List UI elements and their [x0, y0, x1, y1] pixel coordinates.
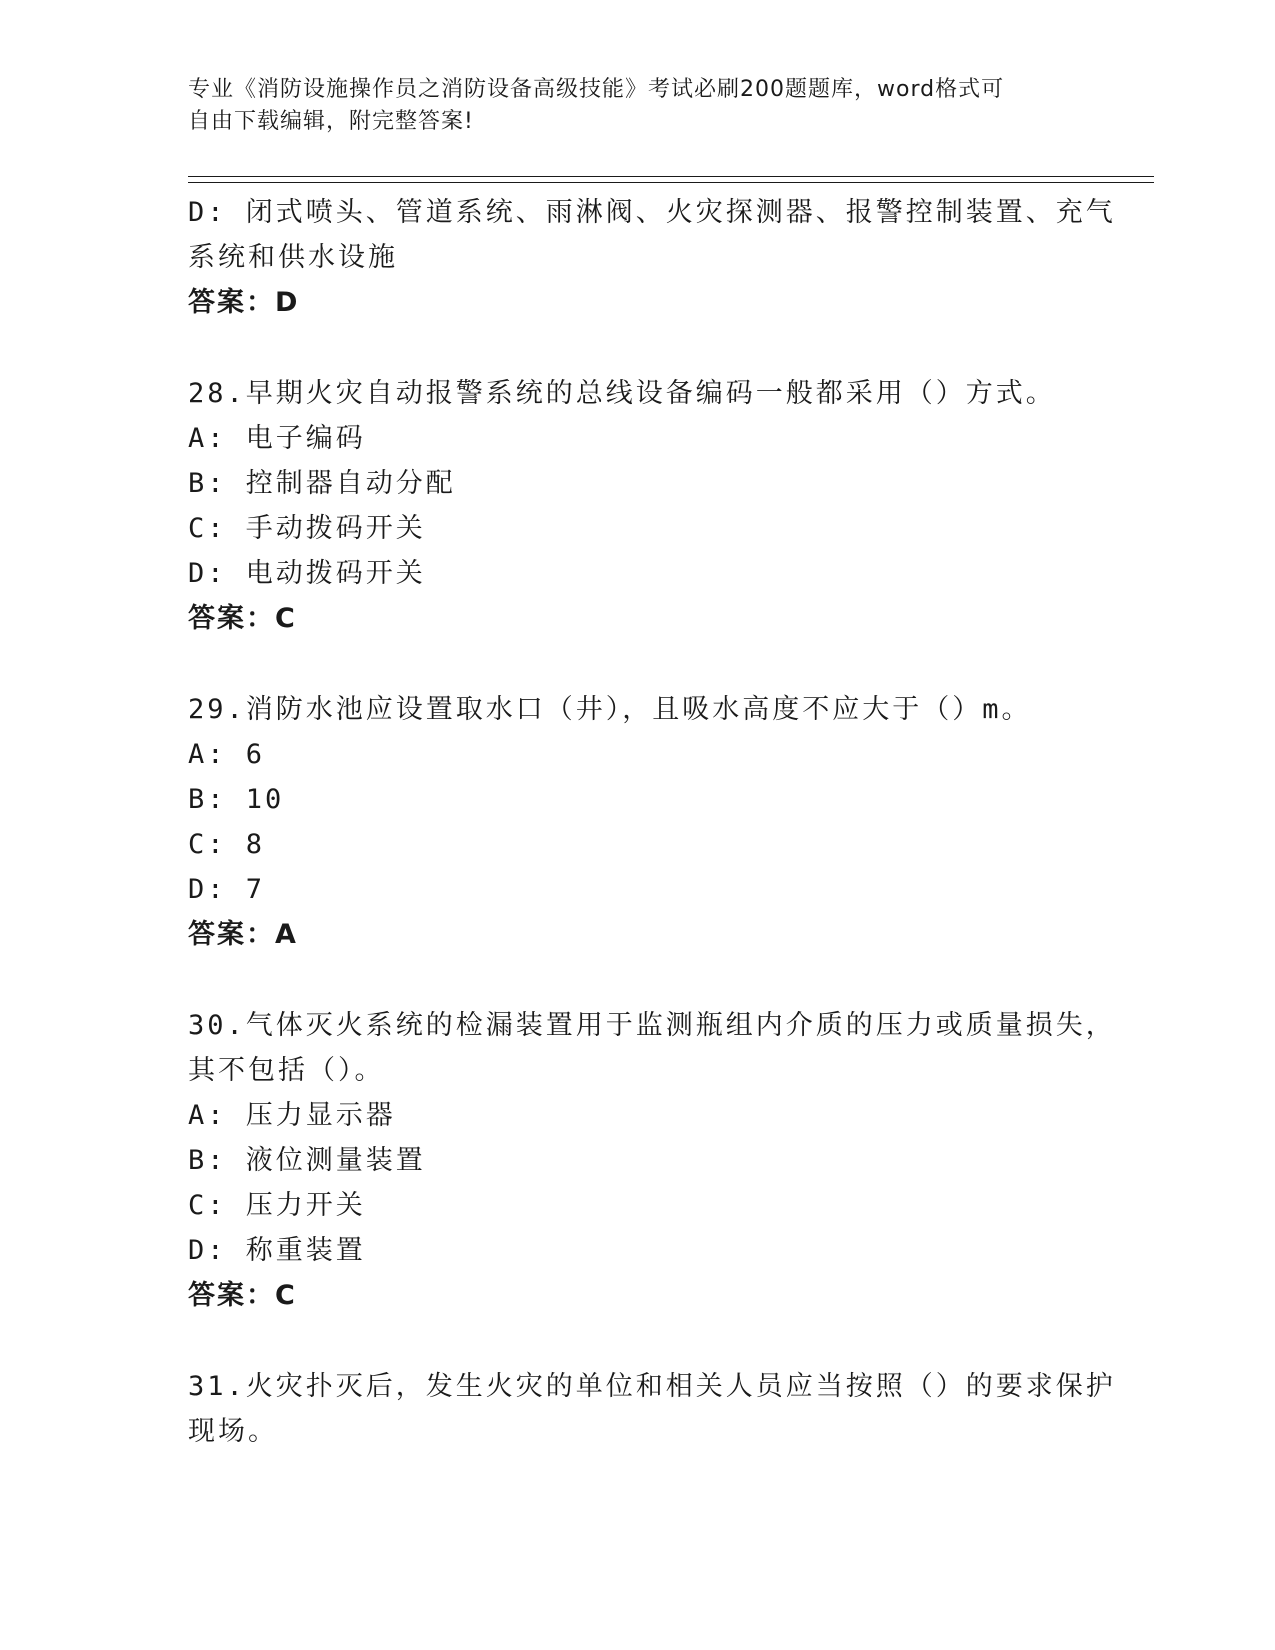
option-a: A: 6: [188, 739, 266, 770]
option-c: C: 手动拨码开关: [188, 513, 426, 544]
question-27-continued: [188, 190, 1116, 325]
question-30: [188, 1003, 1116, 1318]
answer-label: 答案：C: [188, 603, 297, 634]
option-d: D: 称重装置: [188, 1235, 366, 1266]
option-a: A: 压力显示器: [188, 1100, 396, 1131]
answer-label: 答案：A: [188, 919, 298, 950]
question-stem-line-1: 30.气体灭火系统的检漏装置用于监测瓶组内介质的压力或质量损失，: [188, 1010, 1116, 1041]
option-b: B: 控制器自动分配: [188, 468, 456, 499]
option-c: C: 压力开关: [188, 1190, 366, 1221]
question-list: [188, 190, 1116, 1454]
question-stem-line-1: 31.火灾扑灭后，发生火灾的单位和相关人员应当按照（）的要求保护: [188, 1371, 1116, 1402]
header-rule-top: [188, 176, 1154, 177]
option-d-line-2: 系统和供水设施: [188, 242, 398, 273]
option-a: A: 电子编码: [188, 423, 366, 454]
answer-label: 答案：C: [188, 1280, 297, 1311]
header-rule-bottom: [188, 182, 1154, 183]
header-line-1: 专业《消防设施操作员之消防设备高级技能》考试必刷200题题库，word格式可: [188, 77, 1005, 102]
option-d: D: 电动拨码开关: [188, 558, 426, 589]
header-line-2: 自由下载编辑，附完整答案!: [188, 109, 474, 134]
question-29: [188, 687, 1088, 957]
question-stem-line-2: 现场。: [188, 1416, 278, 1447]
option-b: B: 10: [188, 784, 285, 815]
question-stem-line-2: 其不包括（）。: [188, 1055, 385, 1086]
document-header: [188, 74, 1068, 138]
option-d: D: 7: [188, 874, 266, 905]
question-stem: 28.早期火灾自动报警系统的总线设备编码一般都采用（）方式。: [188, 378, 1056, 409]
question-stem: 29.消防水池应设置取水口（井），且吸水高度不应大于（）m。: [188, 694, 1032, 725]
option-c: C: 8: [188, 829, 266, 860]
question-31: [188, 1364, 1116, 1454]
option-d-line-1: D: 闭式喷头、管道系统、雨淋阀、火灾探测器、报警控制装置、充气: [188, 197, 1116, 228]
option-b: B: 液位测量装置: [188, 1145, 426, 1176]
question-28: [188, 371, 1088, 641]
answer-label: 答案：D: [188, 287, 300, 318]
